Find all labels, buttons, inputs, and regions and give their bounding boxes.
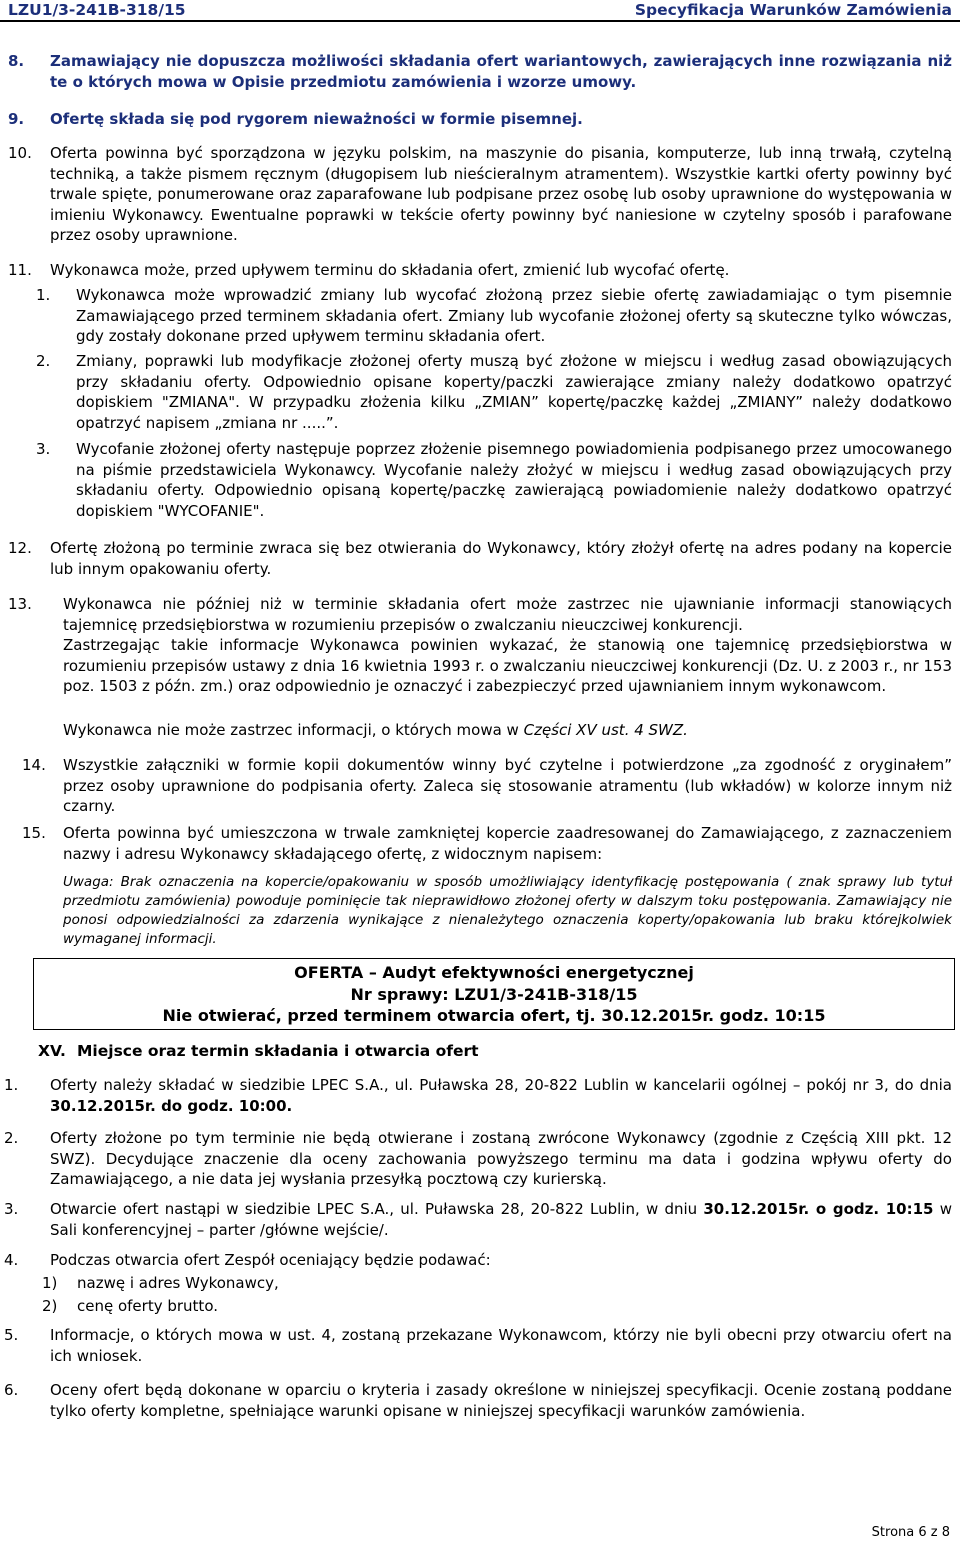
point-3-text: Otwarcie ofert nastąpi w siedzibie LPEC S.A., ul. Puławska 28, 20-822 Lublin, w dniu 30.12.2015r. o godz. 10:15 w Sali konferencyjnej – parter /główne wejście/.	[50, 1200, 952, 1239]
point-6-text: Oceny ofert będą dokonane w oparciu o kryteria i zasady określone w niniejszej specyfikacji. Ocenie zostaną poddane tylko oferty kompletne, spełniające warunki opisane w niniejszej specyfikacji warunków zamówienia.	[50, 1381, 952, 1420]
item-13-text-a: Wykonawca nie później niż w terminie składania ofert może zastrzec nie ujawnianie informacji stanowiących tajemnicę przedsiębiorstwa w rozumieniu przepisów o zwalczaniu nieuczciwej konkurencji.	[63, 595, 952, 634]
item-10-text	[50, 143, 952, 246]
point-5-text: Informacje, o których mowa w ust. 4, zostaną przekazane Wykonawcom, którzy nie byli obecni przy otwarciu ofert na ich wniosek.	[50, 1326, 952, 1365]
item-11-sub-1: Wykonawca może wprowadzić zmiany lub wycofać złożoną przez siebie ofertę zawiadamiając o tym pisemnie Zamawiającego przed terminem składania ofert. Zmiany lub wycofanie złożonej oferty są skuteczne tylko wówczas, gdy zostały dokonane przed upływem terminu składania ofert.	[76, 286, 952, 345]
envelope-line-3: Nie otwierać, przed terminem otwarcia ofert, tj. 30.12.2015r. godz. 10:15	[162, 1006, 826, 1025]
list-item: nazwę i adres Wykonawcy,	[77, 1274, 279, 1292]
point-number: 4.	[4, 1251, 19, 1269]
point-number: 5.	[4, 1326, 19, 1344]
sub-item-number: 2.	[36, 352, 51, 370]
point-number: 3.	[4, 1200, 19, 1218]
item-number: 10.	[8, 144, 32, 162]
section-number: XV.	[38, 1042, 66, 1060]
item-11-sub-3: Wycofanie złożonej oferty następuje poprzez złożenie pisemnego powiadomienia podpisanego przez umocowanego na piśmie przedstawiciela Wykonawcy. Wycofanie należy złożyć w miejscu i według zasad obowiązujących przy składaniu oferty. Odpowiednio opisaną kopertę/paczkę zawierającą powiadomienie należy dodatkowo opatrzyć dopiskiem "WYCOFANIE".	[76, 440, 952, 520]
point-2-text: Oferty złożone po tym terminie nie będą otwierane i zostaną zwrócone Wykonawcy (zgodnie z Częścią XIII pkt. 12 SWZ). Decydujące znaczenie dla oceny zachowania powyższego terminu ma data i godzina wpływu oferty do Zamawiającego, a nie data jej wysłania przesyłką pocztową czy kurierską.	[50, 1129, 952, 1188]
item-13-text-b: Zastrzegając takie informacje Wykonawca powinien wykazać, że stanowią one tajemnicę przedsiębiorstwa w rozumieniu przepisów ustawy z dnia 16 kwietnia 1993 r. o zwalczaniu nieuczciwej konkurencji (Dz. U. z 2003 r., nr 153 poz. 1503 z późn. zm.) oraz odpowiednio je oznaczyć i zabezpieczyć przed ujawnianiem innym wykonawcom.	[63, 636, 952, 695]
envelope-line-1: OFERTA – Audyt efektywności energetycznej	[294, 963, 694, 982]
item-11-sub-2: Zmiany, poprawki lub modyfikacje złożonej oferty muszą być złożone w miejscu i według zasad obowiązujących przy składaniu oferty. Odpowiednio opisane koperty/paczki zawierające zmiany należy dodatkowo opatrzyć dopiskiem "ZMIANA". W przypadku złożenia kilku „ZMIAN” kopertę/paczkę każdej „ZMIANY” należy dodatkowo opatrzyć napisem „zmiana nr .....”.	[76, 352, 952, 432]
section-title: Miejsce oraz termin składania i otwarcia ofert	[77, 1042, 479, 1060]
item-11-text: Wykonawca może, przed upływem terminu do składania ofert, zmienić lub wycofać ofertę.	[50, 261, 730, 279]
item-number: 11.	[8, 261, 32, 279]
point-number: 2.	[4, 1129, 19, 1147]
list-item: cenę oferty brutto.	[77, 1297, 218, 1315]
document-reference: LZU1/3-241B-318/15	[8, 1, 186, 19]
item-number: 9.	[8, 110, 25, 128]
sub-item-number: 1.	[36, 286, 51, 304]
page-number: Strona 6 z 8	[871, 1525, 950, 1540]
item-number: 14.	[22, 756, 46, 774]
item-12-text: Ofertę złożoną po terminie zwraca się bez otwierania do Wykonawcy, który złożył ofertę na adres podany na kopercie lub innym opakowaniu oferty.	[50, 539, 952, 578]
item-number: 15.	[22, 824, 46, 842]
item-number: 8.	[8, 52, 25, 70]
point-number: 6.	[4, 1381, 19, 1399]
document-title: Specyfikacja Warunków Zamówienia	[634, 1, 952, 19]
point-1-text: Oferty należy składać w siedzibie LPEC S.A., ul. Puławska 28, 20-822 Lublin w kancelarii ogólnej – pokój nr 3, do dnia 30.12.2015r. do godz. 10:00.	[50, 1076, 952, 1115]
item-number: 12.	[8, 539, 32, 557]
item-10-part-a: Oferta powinna być sporządzona w języku polskim, na maszynie do pisania, komputerze, lub inną trwałą, czytelną techniką, a także pismem ręcznym (długopisem lub nieścieralnym atramentem).	[50, 144, 952, 183]
point-4-text: Podczas otwarcia ofert Zespół oceniający będzie podawać:	[50, 1251, 491, 1269]
list-number: 1)	[42, 1274, 58, 1292]
item-10-part-c: Ewentualne poprawki w tekście oferty powinny być naniesione w czytelny sposób i parafowane przez osoby uprawnione.	[50, 205, 952, 244]
list-number: 2)	[42, 1297, 58, 1315]
item-15-note: Uwaga: Brak oznaczenia na kopercie/opakowaniu w sposób umożliwiający identyfikację postępowania ( znak sprawy lub tytuł przedmiotu zamówienia) powoduje pominięcie tak nieprawidłowo złożonej oferty w dalszym toku postępowania. Zamawiający nie ponosi odpowiedzialności za zdarzenia wynikające z nienależytego oznaczenia koperty/opakowania lub braku którejkolwiek wymaganej informacji.	[63, 874, 952, 947]
item-13-text-c: Wykonawca nie może zastrzec informacji, o których mowa w Części XV ust. 4 SWZ.	[63, 721, 688, 739]
envelope-line-2: Nr sprawy: LZU1/3-241B-318/15	[350, 984, 638, 1004]
item-10-part-b: Wszystkie kartki oferty powinny być trwale spięte, ponumerowane oraz zaparafowane lub podpisane przez osobę lub osoby uprawnione do występowania w imieniu Wykonawcy.	[50, 164, 952, 224]
point-number: 1.	[4, 1076, 19, 1094]
item-9-text: Ofertę składa się pod rygorem nieważności w formie pisemnej.	[50, 110, 583, 128]
item-15-text: Oferta powinna być umieszczona w trwale zamkniętej kopercie zaadresowanej do Zamawiającego, z zaznaczeniem nazwy i adresu Wykonawcy składającego ofertę, z widocznym napisem:	[63, 824, 952, 863]
sub-item-number: 3.	[36, 440, 51, 458]
page-header	[0, 0, 960, 22]
item-number: 13.	[8, 595, 32, 613]
envelope-label-box	[33, 958, 955, 1030]
item-14-text: Wszystkie załączniki w formie kopii dokumentów winny być czytelne i potwierdzone „za zgodność z oryginałem” przez osoby uprawnione do podpisania oferty. Zaleca się stosowanie atramentu (lub wkładów) w kolorze innym niż czarny.	[63, 756, 952, 815]
item-8-text: Zamawiający nie dopuszcza możliwości składania ofert wariantowych, zawierających inne rozwiązania niż te o których mowa w Opisie przedmiotu zamówienia i wzorze umowy.	[50, 52, 952, 91]
